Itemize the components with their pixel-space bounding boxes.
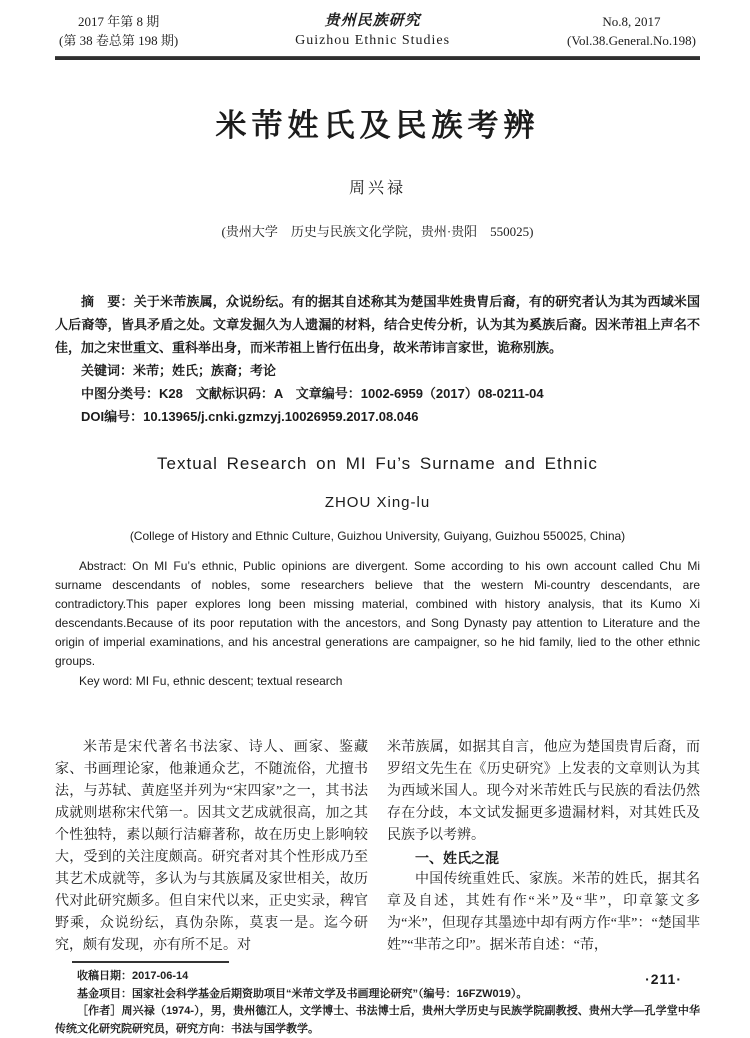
right-column (387, 737, 700, 957)
abstract-en (55, 557, 700, 671)
abstract-block-en (55, 557, 700, 691)
article-author-en: ZHOU Xing-lu (324, 494, 431, 511)
footnote-received-date: 收稿日期：2017-06-14 (77, 970, 189, 982)
footnote-rule (72, 961, 229, 963)
page-number: ·211· (645, 971, 682, 987)
article-affiliation-cn: (贵州大学 历史与民族文化学院，贵州·贵阳 550025) (221, 224, 534, 239)
doi-line: DOI编号：10.13965/j.cnki.gzmzyj.10026959.2017.08.046 (81, 409, 419, 424)
body-paragraph-continuation: 米芾族属，如据其自言，他应为楚国贵胄后裔，而罗绍文先生在《历史研究》上发表的文章则认为其为西域米国人。现今对米芾姓氏与民族的看法仍然存在分歧，本文试发掘更多遗漏材料，对其姓氏及民族予以考辨。 (387, 740, 700, 843)
article-title-cn: 米芾姓氏及民族考辨 (215, 108, 540, 143)
journal-title (295, 12, 450, 50)
keywords-text-cn: 米芾；姓氏；族裔；考论 (133, 363, 277, 378)
abstract-text-cn: 关于米芾族属，众说纷纭。有的据其自述称其为楚国芈姓贵胄后裔，有的研究者认为其为西域米国人后裔等，皆具矛盾之处。文章发掘久为人遗漏的材料，结合史传分析，认为其为奚族后裔。因米芾祖上声名不佳，加之宋世重文、重科举出身，而米芾祖上皆行伍出身，故米芾讳言家世，诡称别族。 (55, 294, 700, 355)
keywords-label-cn: 关键词： (81, 363, 134, 378)
article-author-cn: 周兴禄 (348, 180, 406, 197)
header-double-rule (55, 56, 700, 60)
body-paragraph-left: 米芾是宋代著名书法家、诗人、画家、鉴藏家、书画理论家，他兼通众艺，不随流俗，尤擅书法，与苏轼、黄庭坚并列为“宋四家”之一，其书法成就则堪称宋代第一。因其文艺成就很高，加之其个性独特，素以颠行洁癖著称，故在历史上影响较大，受到的关注度颇高。研究者对其个性形成乃至其艺术成就等，多认为与其族属及家世相关，故历代对此研究颇多。但自宋代以来，正史实录，稗官野乘，众说纷纭，真伪杂陈，莫衷一是。迄今研究，颇有发现，亦有所不足。对 (55, 740, 368, 953)
issue-en-line2: (Vol.38.General.No.198) (566, 33, 696, 48)
issue-info-cn (59, 12, 178, 50)
journal-title-cn: 贵州民族研究 (324, 13, 421, 29)
abstract-label-cn: 摘 要： (81, 294, 134, 309)
article-title-en: Textual Research on MI Fu’s Surname and Ethnic (157, 454, 598, 473)
body-paragraph-right: 中国传统重姓氏、家族。米芾的姓氏，据其名章及自述，其姓有作“米”及“芈”，印章篆文多为“米”，但现存其墨迹中却有两方作“芈”：“楚国芈姓”“芈芾之印”。据米芾自述：“芾， (387, 872, 700, 953)
body-columns (55, 737, 700, 957)
article-affiliation-en: (College of History and Ethnic Culture, Guizhou University, Guiyang, Guizhou 550025, China) (129, 529, 626, 543)
keywords-text-en: MI Fu, ethnic descent; textual research (135, 674, 343, 688)
left-column (55, 737, 368, 957)
footnote-block (55, 961, 700, 1038)
issue-info-en (567, 12, 696, 50)
keywords-label-en: Key word: (79, 674, 133, 688)
issue-cn-line2: (第 38 卷总第 198 期) (59, 33, 179, 48)
abstract-label-en: Abstract: (79, 559, 127, 573)
clc-line: 中图分类号：K28 文献标识码：A 文章编号：1002-6959（2017）08-0211-04 (81, 386, 544, 401)
keywords-en (55, 672, 700, 691)
keywords-cn (55, 359, 700, 382)
issue-cn-line1: 2017 年第 8 期 (77, 14, 160, 29)
issue-en-line1: No.8, 2017 (602, 14, 661, 29)
footnote-funding: 基金项目：国家社会科学基金后期资助项目“米芾文学及书画理论研究”（编号：16FZW019）。 (77, 987, 528, 1000)
abstract-block-cn (55, 290, 700, 428)
section-heading: 一、姓氏之混 (415, 850, 499, 866)
abstract-text-en: On MI Fu’s ethnic, Public opinions are divergent. Some according to his own account called Chu Mi surname descendants of nobles, some researchers believe that the western Mi-country descendants, are contradictory.This paper explores long been missing material, combined with history analysis, that its Kumo Xi descendants.Because of its poor reputation with the ancestors, and Song Dynasty pay attention to Literature and the origin of imperial examinations, and his ancestral generations are campaigner, so he hid family, lied to the other ethnic groups. (55, 559, 700, 668)
journal-header (55, 10, 700, 56)
footnote-author-bio: ［作者］周兴禄（1974-），男，贵州德江人，文学博士、书法博士后，贵州大学历史与民族学院副教授、贵州大学—孔学堂中华传统文化研究院研究员，研究方向：书法与国学教学。 (55, 1005, 700, 1035)
journal-title-en: Guizhou Ethnic Studies (295, 33, 451, 48)
abstract-cn (55, 290, 700, 359)
